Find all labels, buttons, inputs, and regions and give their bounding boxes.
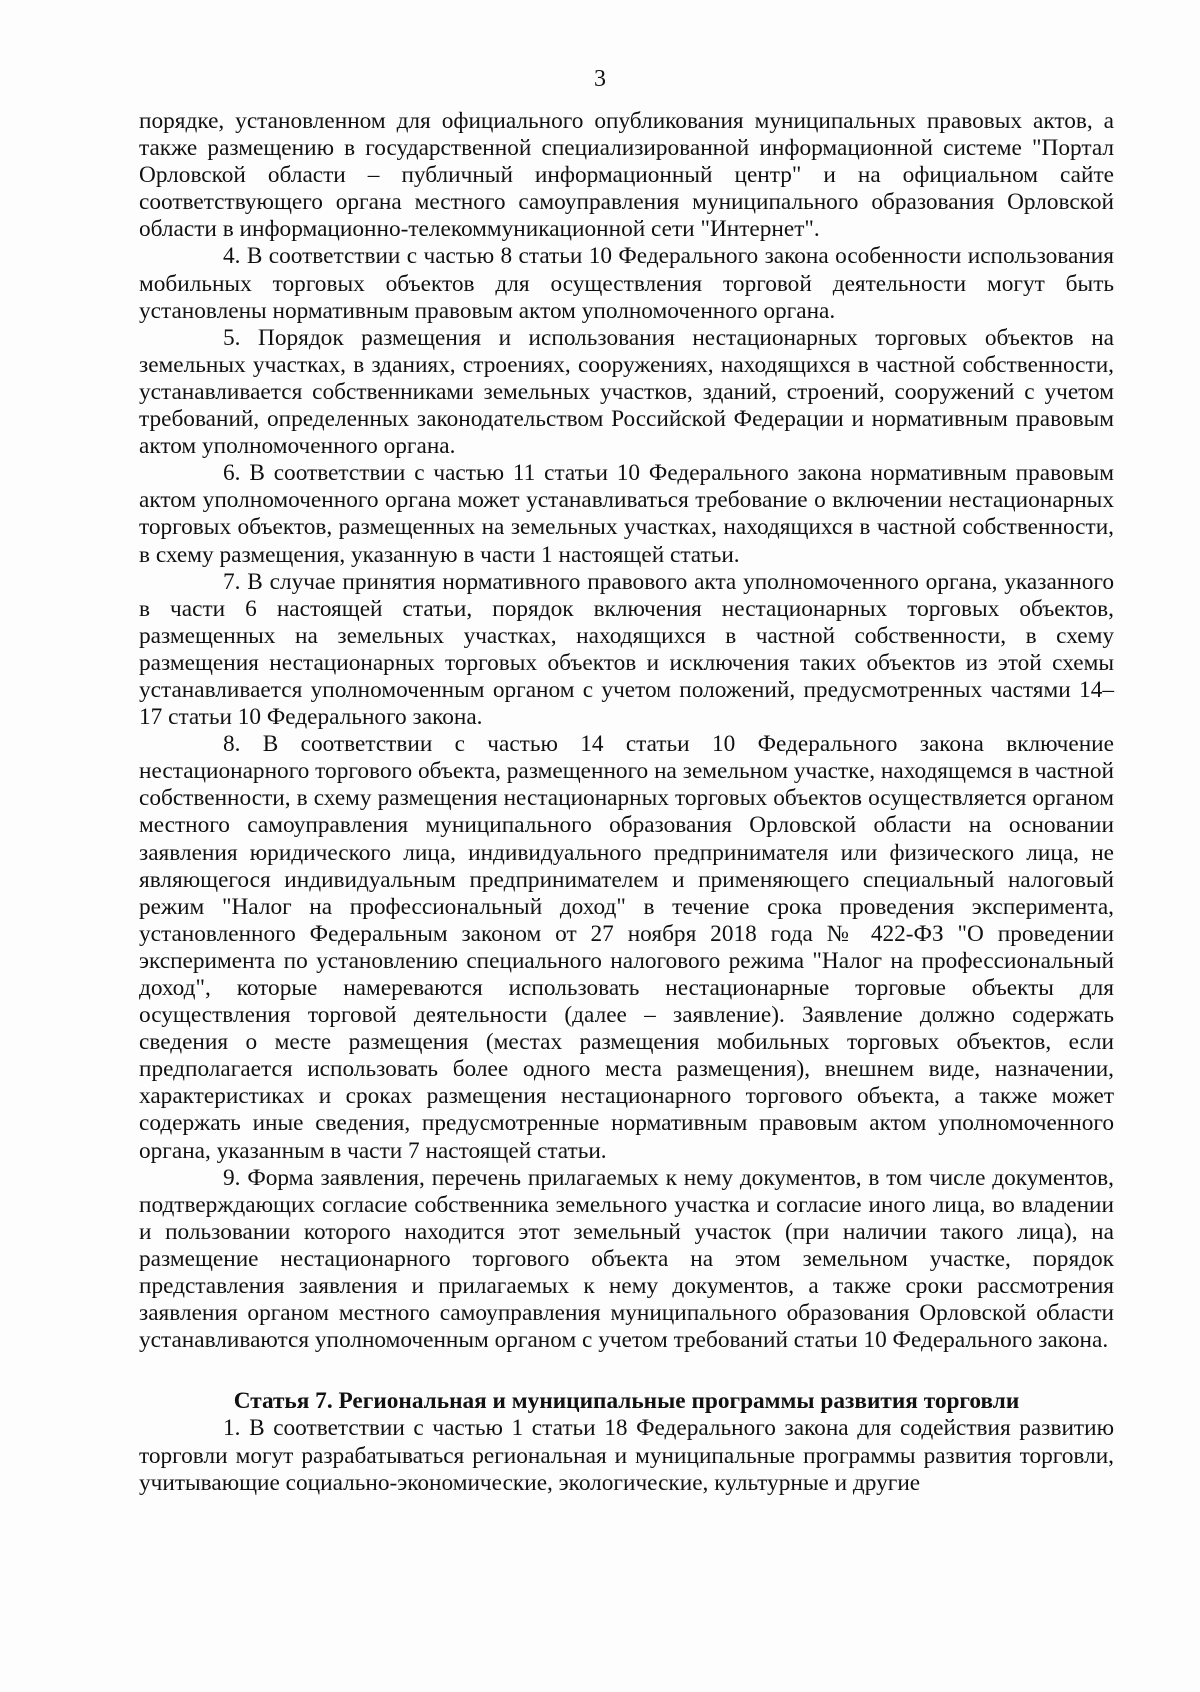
article-7-paragraph-1: 1. В соответствии с частью 1 статьи 18 Федерального закона для содействия развитию торговли могут разрабатываться региональная и муниципальные программы развития торговли, учитывающие социально-экономические, экологические, культурные и другие: [139, 1415, 1114, 1496]
paragraph-5: 5. Порядок размещения и использования нестационарных торговых объектов на земельных участках, в зданиях, строениях, сооружениях, находящихся в частной собственности, устанавливается собственниками земельных участков, зданий, строений, сооружений с учетом требований, определенных законодательством Российской Федерации и нормативным правовым актом уполномоченного органа.: [139, 324, 1114, 460]
page-number: 3: [594, 66, 606, 92]
paragraph-continuation: порядке, установленном для официального опубликования муниципальных правовых актов, а также размещению в государственной специализированной информационной системе "Портал Орловской области – публичный информационный центр" и на официальном сайте соответствующего органа местного самоуправления муниципального образования Орловской области в информационно-телекоммуникационной сети "Интернет".: [139, 108, 1114, 243]
document-body: [139, 108, 1114, 1497]
paragraph-9: 9. Форма заявления, перечень прилагаемых к нему документов, в том числе документов, подтверждающих согласие собственника земельного участка и согласие иного лица, во владении и пользовании которого находится этот земельный участок (при наличии такого лица), на размещение нестационарного торгового объекта на этом земельном участке, порядок представления заявления и прилагаемых к нему документов, а также сроки рассмотрения заявления органом местного самоуправления муниципального образования Орловской области устанавливаются уполномоченным органом с учетом требований статьи 10 Федерального закона.: [139, 1164, 1114, 1354]
paragraph-6: 6. В соответствии с частью 11 статьи 10 Федерального закона нормативным правовым актом уполномоченного органа может устанавливаться требование о включении нестационарных торговых объектов, размещенных на земельных участках, находящихся в частной собственности, в схему размещения, указанную в части 1 настоящей статьи.: [139, 460, 1114, 568]
paragraph-7: 7. В случае принятия нормативного правового акта уполномоченного органа, указанного в части 6 настоящей статьи, порядок включения нестационарных торговых объектов, размещенных на земельных участках, находящихся в частной собственности, в схему размещения нестационарных торговых объектов и исключения таких объектов из этой схемы устанавливается уполномоченным органом с учетом положений, предусмотренных частями 14–17 статьи 10 Федерального закона.: [139, 568, 1114, 731]
paragraph-8: 8. В соответствии с частью 14 статьи 10 Федерального закона включение нестационарного торгового объекта, размещенного на земельном участке, находящемся в частной собственности, в схему размещения нестационарных торговых объектов осуществляется органом местного самоуправления муниципального образования Орловской области на основании заявления юридического лица, индивидуального предпринимателя или физического лица, не являющегося индивидуальным предпринимателем и применяющего специальный налоговый режим "Налог на профессиональный доход" в течение срока проведения эксперимента, установленного Федеральным законом от 27 ноября 2018 года № 422-ФЗ "О проведении эксперимента по установлению специального налогового режима "Налог на профессиональный доход", которые намереваются использовать нестационарные торговые объекты для осуществления торговой деятельности (далее – заявление). Заявление должно содержать сведения о месте размещения (местах размещения мобильных торговых объектов, если предполагается использовать более одного места размещения), внешнем виде, назначении, характеристиках и сроках размещения нестационарного торгового объекта, а также может содержать иные сведения, предусмотренные нормативным правовым актом уполномоченного органа, указанным в части 7 настоящей статьи.: [139, 731, 1114, 1164]
article-7-heading: Статья 7. Региональная и муниципальные программы развития торговли: [233, 1388, 1020, 1415]
paragraph-4: 4. В соответствии с частью 8 статьи 10 Федерального закона особенности использования мобильных торговых объектов для осуществления торговой деятельности могут быть установлены нормативным правовым актом уполномоченного органа.: [139, 243, 1114, 324]
